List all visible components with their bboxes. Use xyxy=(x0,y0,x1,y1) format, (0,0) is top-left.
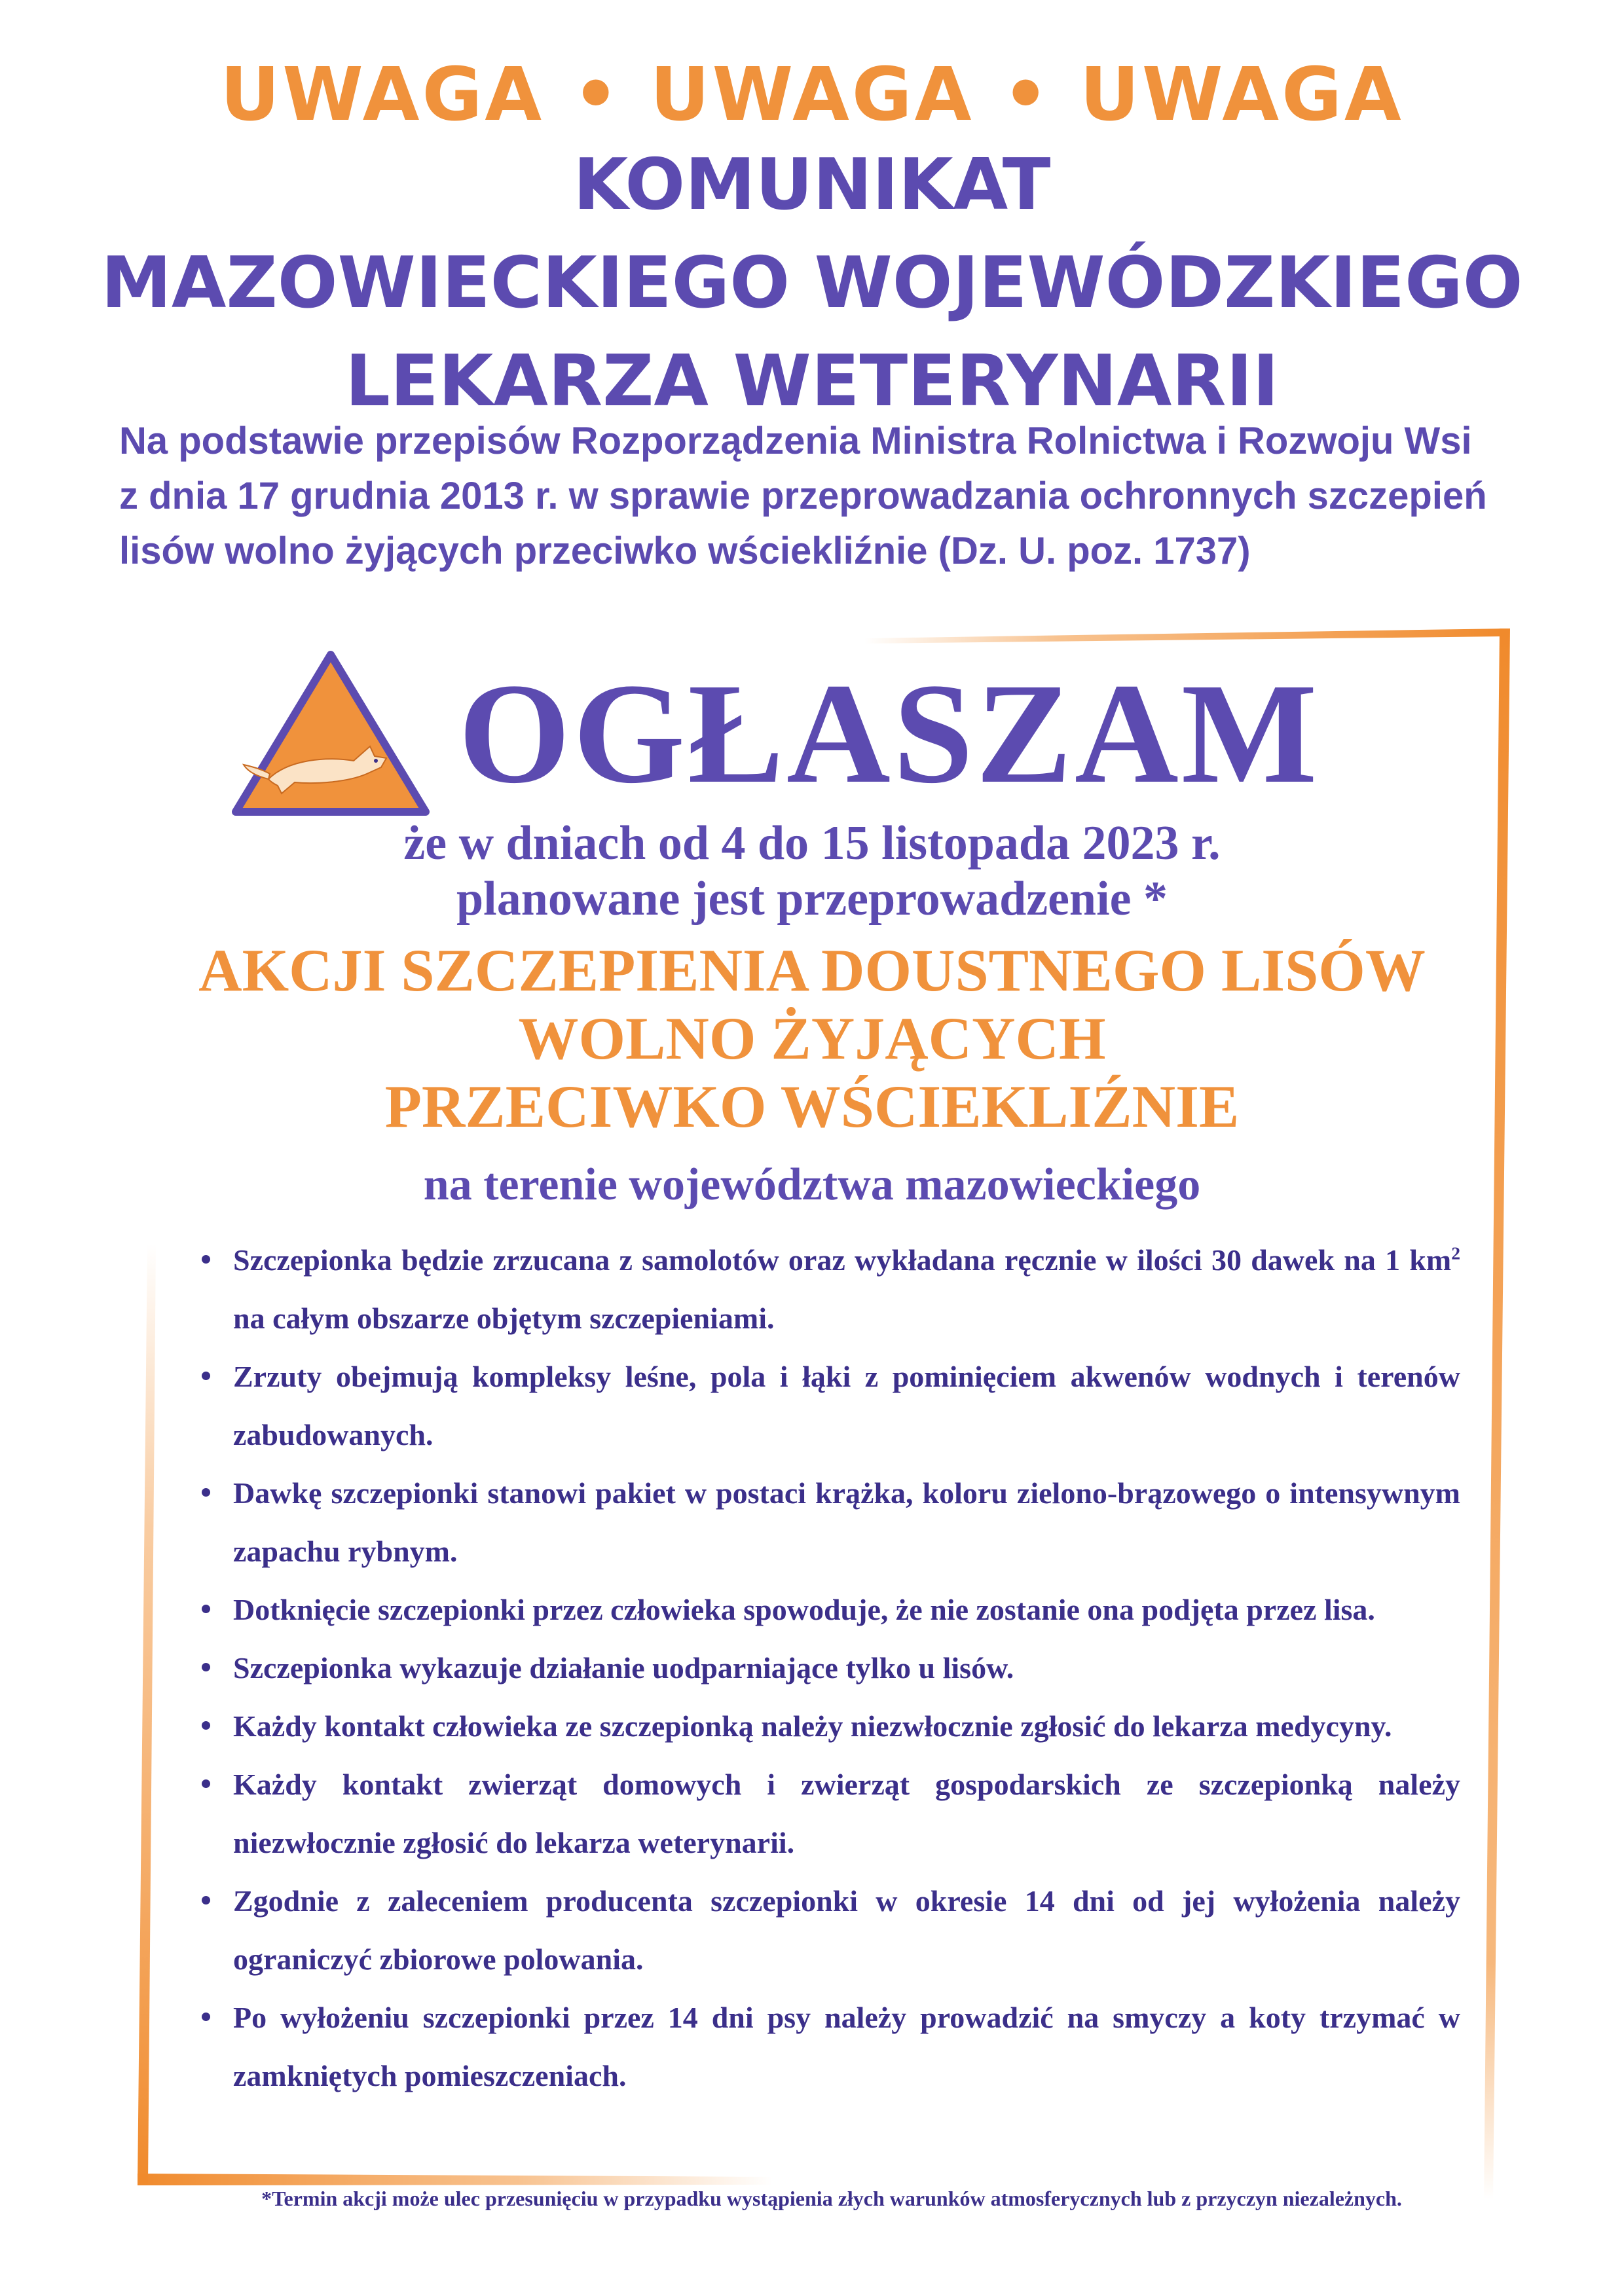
list-item: Każdy kontakt zwierząt domowych i zwierząt gospodarskich ze szczepionką należy niezwłocznie zgłosić do lekarza weterynarii. xyxy=(196,1755,1460,1872)
bullet-dot xyxy=(202,1255,210,1264)
legal-basis xyxy=(119,414,1527,579)
legal-basis-line-1: Na podstawie przepisów Rozporządzenia Ministra Rolnictwa i Rozwoju Wsi xyxy=(119,420,1472,462)
region-line: na terenie województwa mazowieckiego xyxy=(423,1159,1201,1210)
list-item: Szczepionka wykazuje działanie uodparniające tylko u lisów. xyxy=(196,1639,1460,1697)
title-line-3: LEKARZA WETERYNARII xyxy=(345,340,1279,422)
action-title xyxy=(0,936,1624,1140)
frame-left-edge xyxy=(138,1244,156,2183)
list-item: Szczepionka będzie zrzucana z samolotów oraz wykładana ręcznie w ilości 30 dawek na 1 $km^2$ na całym obszarze objętym szczepieniami. xyxy=(196,1231,1460,1347)
frame-top-edge xyxy=(864,629,1507,644)
frame-bottom-edge xyxy=(138,2174,773,2185)
bullet-dot xyxy=(202,1372,210,1380)
action-title-line-2: WOLNO ŻYJĄCYCH xyxy=(518,1005,1106,1072)
date-line: że w dniach od 4 do 15 listopada 2023 r. xyxy=(403,816,1221,870)
bullet-dot xyxy=(202,1779,210,1788)
list-item: Każdy kontakt człowieka ze szczepionką należy niezwłocznie zgłosić do lekarza medycyny. xyxy=(196,1697,1460,1755)
list-item: Po wyłożeniu szczepionki przez 14 dni psy należy prowadzić na smyczy a koty trzymać w zamkniętych pomieszczeniach. xyxy=(196,1988,1460,2105)
list-item: Zgodnie z zaleceniem producenta szczepionki w okresie 14 dni od jej wyłożenia należy ograniczyć zbiorowe polowania. xyxy=(196,1872,1460,1988)
list-item: Dotknięcie szczepionki przez człowieka spowoduje, że nie zostanie ona podjęta przez lisa. xyxy=(196,1580,1460,1639)
action-title-line-3: PRZECIWKO WŚCIEKLIŹNIE xyxy=(384,1073,1240,1140)
footnote: *Termin akcji może ulec przesunięciu w przypadku wystąpienia złych warunków atmosferycznych lub z przyczyn niezależnych. xyxy=(261,2187,1402,2210)
title-line-1: KOMUNIKAT xyxy=(573,144,1051,226)
bullet-dot xyxy=(202,2013,210,2021)
list-item: Zrzuty obejmują kompleksy leśne, pola i łąki z pominięciem akwenów wodnych i terenów zabudowanych. xyxy=(196,1347,1460,1464)
announcement-heading: OGŁASZAM xyxy=(458,653,1320,813)
warning-header: UWAGA • UWAGA • UWAGA xyxy=(220,52,1404,137)
planned-line: planowane jest przeprowadzenie * xyxy=(456,872,1168,926)
bullet-dot xyxy=(202,1605,210,1613)
action-title-line-1: AKCJI SZCZEPIENIA DOUSTNEGO LISÓW xyxy=(198,937,1426,1004)
communique-title xyxy=(0,136,1624,431)
bullet-dot xyxy=(202,1488,210,1497)
bullet-dot xyxy=(202,1663,210,1671)
legal-basis-line-3: lisów wolno żyjących przeciwko wściekliźnie (Dz. U. poz. 1737) xyxy=(119,530,1251,572)
legal-basis-line-2: z dnia 17 grudnia 2013 r. w sprawie przeprowadzania ochronnych szczepień xyxy=(119,475,1487,517)
instructions-list xyxy=(196,1231,1460,2105)
bullet-dot xyxy=(202,1721,210,1730)
bullet-dot xyxy=(202,1896,210,1904)
title-line-2: MAZOWIECKIEGO WOJEWÓDZKIEGO xyxy=(101,242,1523,324)
fox-warning-triangle-icon xyxy=(229,648,432,818)
list-item: Dawkę szczepionki stanowi pakiet w postaci krążka, koloru zielono-brązowego o intensywnym zapachu rybnym. xyxy=(196,1464,1460,1580)
